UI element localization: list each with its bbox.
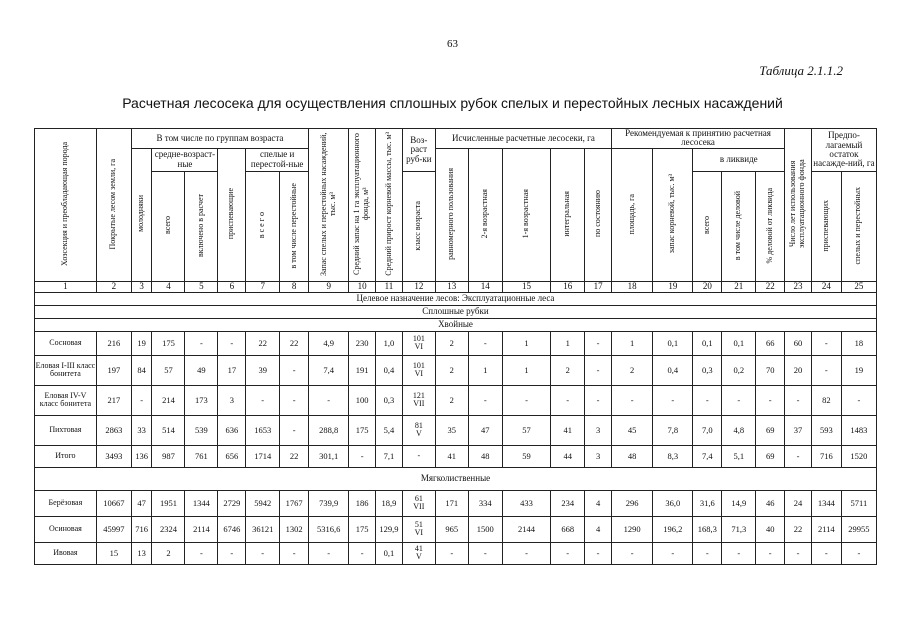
column-number: 9	[309, 281, 349, 292]
column-number: 11	[376, 281, 403, 292]
table-cell: 3	[585, 445, 612, 467]
table-cell: 60	[785, 331, 812, 355]
table-cell: -	[218, 331, 246, 355]
row-species-name: Еловая I-III класс бонитета	[35, 355, 97, 385]
hdr-cut-age: Воз-раст руб-ки	[402, 129, 435, 172]
table-cell: 4,9	[309, 331, 349, 355]
table-cell: -	[468, 331, 502, 355]
column-number: 5	[185, 281, 218, 292]
table-cell: 656	[218, 445, 246, 467]
table-cell: -	[551, 542, 585, 564]
table-cell: 7,8	[653, 415, 693, 445]
table-cell: 186	[349, 490, 376, 516]
table-cell: 1653	[246, 415, 280, 445]
table-cell: 24	[785, 490, 812, 516]
table-cell: 44	[551, 445, 585, 467]
table-cell: -	[280, 415, 309, 445]
table-cell: -	[131, 385, 152, 415]
hdr-age-class: класс возраста	[402, 171, 435, 281]
table-cell: -	[785, 445, 812, 467]
table-cell: 2863	[96, 415, 131, 445]
column-number: 8	[280, 281, 309, 292]
table-cell: 41 V	[402, 542, 435, 564]
table-cell: -	[585, 385, 612, 415]
table-cell: 217	[96, 385, 131, 415]
table-cell: -	[246, 542, 280, 564]
table-cell: 45997	[96, 516, 131, 542]
table-cell: 5316,6	[309, 516, 349, 542]
hdr-rec-area: площадь, га	[612, 148, 653, 281]
table-cell: -	[841, 385, 876, 415]
column-number: 22	[756, 281, 785, 292]
hdr-calc-1age: 1-я возрастная	[502, 148, 550, 281]
table-cell: 29955	[841, 516, 876, 542]
table-cell: 2114	[811, 516, 841, 542]
table-cell: 2	[152, 542, 185, 564]
row-species-name: Еловая IV-V класс бонитета	[35, 385, 97, 415]
table-cell: -	[280, 385, 309, 415]
page-number: 63	[447, 38, 458, 50]
table-cell: -	[585, 331, 612, 355]
table-cell: 5711	[841, 490, 876, 516]
table-cell: 1500	[468, 516, 502, 542]
table-cell: 1,0	[376, 331, 403, 355]
table-cell: -	[722, 542, 756, 564]
hdr-calc: Исчисленные расчетные лесосеки, га	[435, 129, 611, 149]
table-cell: 593	[811, 415, 841, 445]
table-cell: 45	[612, 415, 653, 445]
table-cell: 2	[612, 355, 653, 385]
table-cell: 46	[756, 490, 785, 516]
table-cell: 48	[612, 445, 653, 467]
column-number: 3	[131, 281, 152, 292]
column-number: 4	[152, 281, 185, 292]
hdr-area: Покрытые лесом земли, га	[96, 129, 131, 282]
row-species-name: Берёзовая	[35, 490, 97, 516]
table-cell: -	[693, 385, 722, 415]
row-species-name: Осиновая	[35, 516, 97, 542]
section-conifers: Хвойные	[35, 318, 877, 331]
table-cell: 234	[551, 490, 585, 516]
table-cell: 0,4	[653, 355, 693, 385]
table-cell: -	[185, 331, 218, 355]
table-cell: -	[309, 542, 349, 564]
table-cell: -	[811, 542, 841, 564]
column-number: 6	[218, 281, 246, 292]
table-cell: 10667	[96, 490, 131, 516]
table-cell: -	[402, 445, 435, 467]
hdr-liq-business: в том числе деловой	[722, 171, 756, 281]
table-cell: -	[841, 542, 876, 564]
table-cell: 22	[280, 331, 309, 355]
table-cell: 7,0	[693, 415, 722, 445]
section-softwood: Мягколиственные	[35, 467, 877, 490]
table-cell: 2	[435, 355, 468, 385]
table-cell: 1	[551, 331, 585, 355]
table-cell: 0,3	[693, 355, 722, 385]
table-cell: 1290	[612, 516, 653, 542]
table-cell: 5,4	[376, 415, 403, 445]
table-cell: 17	[218, 355, 246, 385]
table-cell: 5942	[246, 490, 280, 516]
table-cell: -	[722, 385, 756, 415]
column-number: 7	[246, 281, 280, 292]
table-cell: -	[280, 542, 309, 564]
table-cell: 35	[435, 415, 468, 445]
table-cell: -	[502, 542, 550, 564]
hdr-remain: Предпо-лагаемый остаток насажде-ний, га	[811, 129, 876, 172]
table-cell: 8,3	[653, 445, 693, 467]
table-cell: 19	[841, 355, 876, 385]
table-body	[35, 281, 877, 564]
table-row	[35, 542, 877, 564]
table-cell: 230	[349, 331, 376, 355]
hdr-remain-maturing: приспевающих	[811, 171, 841, 281]
table-cell: 2144	[502, 516, 550, 542]
table-cell: 761	[185, 445, 218, 467]
table-row	[35, 385, 877, 415]
table-cell: 175	[349, 415, 376, 445]
hdr-mature-over: в том числе перестойные	[280, 171, 309, 281]
table-cell: -	[653, 385, 693, 415]
column-number: 1	[35, 281, 97, 292]
table-cell: -	[468, 542, 502, 564]
table-cell: 71,3	[722, 516, 756, 542]
table-cell: 1344	[185, 490, 218, 516]
table-cell: 987	[152, 445, 185, 467]
table-cell: 18	[841, 331, 876, 355]
table-cell: 59	[502, 445, 550, 467]
table-cell: 3	[218, 385, 246, 415]
table-cell: -	[693, 542, 722, 564]
table-cell: -	[309, 385, 349, 415]
table-label: Таблица 2.1.1.2	[759, 63, 843, 78]
hdr-stock: Запас спелых и перестойных насаждений, тыс. м³	[309, 129, 349, 282]
table-cell: 36121	[246, 516, 280, 542]
table-cell: 1767	[280, 490, 309, 516]
hdr-liq-total: всего	[693, 171, 722, 281]
table-cell: 3	[585, 415, 612, 445]
hdr-middle: средне-возраст-ные	[152, 148, 218, 171]
column-number: 15	[502, 281, 550, 292]
table-cell: 41	[435, 445, 468, 467]
row-species-name: Пихтовая	[35, 415, 97, 445]
table-cell: 965	[435, 516, 468, 542]
table-cell: 0,1	[376, 542, 403, 564]
table-cell: 197	[96, 355, 131, 385]
hdr-rec-stock: запас корневой, тыс. м³	[653, 148, 693, 281]
row-species-name: Ивовая	[35, 542, 97, 564]
table-cell: 31,6	[693, 490, 722, 516]
table-cell: -	[785, 542, 812, 564]
section-cut-type: Сплошные рубки	[35, 305, 877, 318]
hdr-years: Число лет использования эксплуатационного фонда	[785, 129, 812, 282]
table-row	[35, 355, 877, 385]
table-cell: 301,1	[309, 445, 349, 467]
hdr-mature: спелые и перестой-ные	[246, 148, 309, 171]
table-cell: 168,3	[693, 516, 722, 542]
table-cell: 636	[218, 415, 246, 445]
table-cell: 539	[185, 415, 218, 445]
table-cell: -	[585, 542, 612, 564]
column-number: 23	[785, 281, 812, 292]
table-cell: 0,3	[376, 385, 403, 415]
table-cell: 1520	[841, 445, 876, 467]
table-cell: 1	[468, 355, 502, 385]
table-cell: 175	[152, 331, 185, 355]
table-title: Расчетная лесосека для осуществления сплошных рубок спелых и перестойных лесных насаждений	[122, 95, 783, 111]
table-cell: -	[756, 385, 785, 415]
table-cell: 39	[246, 355, 280, 385]
table-cell: 22	[280, 445, 309, 467]
table-cell: 49	[185, 355, 218, 385]
table-cell: -	[811, 331, 841, 355]
hdr-calc-integral: интегральная	[551, 148, 585, 281]
table-cell: -	[551, 385, 585, 415]
table-cell: 101 VI	[402, 355, 435, 385]
table-cell: 288,8	[309, 415, 349, 445]
column-number: 13	[435, 281, 468, 292]
table-cell: 136	[131, 445, 152, 467]
table-cell: 0,1	[722, 331, 756, 355]
table-cell: -	[585, 355, 612, 385]
table-cell: -	[502, 385, 550, 415]
hdr-avg-growth: Средний прирост корневой массы, тыс. м³	[376, 129, 403, 282]
table-cell: 2729	[218, 490, 246, 516]
table-cell: 33	[131, 415, 152, 445]
table-cell: 2324	[152, 516, 185, 542]
table-cell: 7,4	[693, 445, 722, 467]
table-cell: -	[218, 542, 246, 564]
column-number: 19	[653, 281, 693, 292]
table-cell: 121 VII	[402, 385, 435, 415]
column-number: 14	[468, 281, 502, 292]
table-cell: 3493	[96, 445, 131, 467]
table-cell: 57	[502, 415, 550, 445]
table-cell: 1483	[841, 415, 876, 445]
table-cell: 4,8	[722, 415, 756, 445]
table-cell: 334	[468, 490, 502, 516]
table-cell: -	[811, 355, 841, 385]
table-cell: 15	[96, 542, 131, 564]
table-row	[35, 331, 877, 355]
table-cell: 196,2	[653, 516, 693, 542]
row-species-name: Итого	[35, 445, 97, 467]
hdr-young: молодняки	[131, 148, 152, 281]
column-number: 20	[693, 281, 722, 292]
table-cell: 2	[435, 385, 468, 415]
table-row	[35, 516, 877, 542]
allowable-cut-table	[34, 128, 877, 565]
table-cell: 2	[435, 331, 468, 355]
column-number: 18	[612, 281, 653, 292]
table-cell: -	[185, 542, 218, 564]
hdr-maturing: приспевающие	[218, 148, 246, 281]
table-cell: 214	[152, 385, 185, 415]
table-cell: -	[349, 445, 376, 467]
table-cell: 716	[811, 445, 841, 467]
table-cell: 5,1	[722, 445, 756, 467]
table-cell: 18,9	[376, 490, 403, 516]
table-cell: 0,1	[653, 331, 693, 355]
table-cell: 4	[585, 490, 612, 516]
table-cell: 6746	[218, 516, 246, 542]
table-cell: 82	[811, 385, 841, 415]
table-cell: 81 V	[402, 415, 435, 445]
table-cell: 1	[502, 331, 550, 355]
table-cell: 19	[131, 331, 152, 355]
table-cell: -	[468, 385, 502, 415]
table-cell: -	[349, 542, 376, 564]
hdr-middle-incl: включено в расчет	[185, 171, 218, 281]
table-cell: 1	[502, 355, 550, 385]
table-cell: 0,2	[722, 355, 756, 385]
table-cell: 4	[585, 516, 612, 542]
table-cell: 173	[185, 385, 218, 415]
table-cell: -	[280, 355, 309, 385]
table-cell: 296	[612, 490, 653, 516]
table-cell: 7,4	[309, 355, 349, 385]
table-cell: -	[756, 542, 785, 564]
column-number: 17	[585, 281, 612, 292]
table-cell: 101 VI	[402, 331, 435, 355]
hdr-avg-stock: Средний запас на 1 га эксплуатационного фонда, м³	[349, 129, 376, 282]
column-number: 10	[349, 281, 376, 292]
table-cell: 0,4	[376, 355, 403, 385]
table-row	[35, 490, 877, 516]
table-cell: 100	[349, 385, 376, 415]
table-cell: 1951	[152, 490, 185, 516]
hdr-rec: Рекомендуемая к принятию расчетная лесосека	[612, 129, 785, 149]
table-cell: 69	[756, 445, 785, 467]
table-cell: 1302	[280, 516, 309, 542]
column-number: 21	[722, 281, 756, 292]
table-cell: 2	[551, 355, 585, 385]
table-cell: 739,9	[309, 490, 349, 516]
column-number: 2	[96, 281, 131, 292]
table-cell: 129,9	[376, 516, 403, 542]
table-cell: 22	[246, 331, 280, 355]
table-cell: 48	[468, 445, 502, 467]
table-row	[35, 415, 877, 445]
table-cell: -	[435, 542, 468, 564]
table-cell: 36,0	[653, 490, 693, 516]
column-number: 24	[811, 281, 841, 292]
table-cell: 171	[435, 490, 468, 516]
table-cell: 0,1	[693, 331, 722, 355]
table-cell: 1714	[246, 445, 280, 467]
hdr-calc-2age: 2-я возрастная	[468, 148, 502, 281]
column-number: 12	[402, 281, 435, 292]
table-cell: 716	[131, 516, 152, 542]
table-cell: 84	[131, 355, 152, 385]
table-cell: 57	[152, 355, 185, 385]
table-cell: 66	[756, 331, 785, 355]
table-cell: -	[612, 385, 653, 415]
table-cell: 191	[349, 355, 376, 385]
hdr-age-groups: В том числе по группам возраста	[131, 129, 308, 149]
table-cell: 20	[785, 355, 812, 385]
hdr-species: Хозсекция и преобладающая порода	[35, 129, 97, 282]
table-cell: 13	[131, 542, 152, 564]
table-cell: 668	[551, 516, 585, 542]
table-cell: -	[653, 542, 693, 564]
table-cell: 514	[152, 415, 185, 445]
column-number: 16	[551, 281, 585, 292]
table-cell: 61 VII	[402, 490, 435, 516]
hdr-middle-total: всего	[152, 171, 185, 281]
hdr-calc-uniform: равномерного пользования	[435, 148, 468, 281]
table-cell: 1344	[811, 490, 841, 516]
column-numbers-row	[35, 281, 877, 292]
table-cell: 433	[502, 490, 550, 516]
section-purpose: Целевое назначение лесов: Эксплуатационные леса	[35, 292, 877, 305]
table-cell: 47	[131, 490, 152, 516]
table-cell: 41	[551, 415, 585, 445]
hdr-rec-liquid: в ликвиде	[693, 148, 785, 171]
hdr-remain-mature: спелых и перестойных	[841, 171, 876, 281]
table-cell: 69	[756, 415, 785, 445]
table-cell: 175	[349, 516, 376, 542]
hdr-liq-pct: % деловой от ликвида	[756, 171, 785, 281]
table-cell: 14,9	[722, 490, 756, 516]
hdr-mature-total: в с е г о	[246, 171, 280, 281]
table-cell: -	[785, 385, 812, 415]
table-cell: -	[612, 542, 653, 564]
table-cell: 40	[756, 516, 785, 542]
table-cell: 70	[756, 355, 785, 385]
table-row	[35, 445, 877, 467]
row-species-name: Сосновая	[35, 331, 97, 355]
table-cell: -	[246, 385, 280, 415]
hdr-calc-state: по состоянию	[585, 148, 612, 281]
table-cell: 216	[96, 331, 131, 355]
table-cell: 7,1	[376, 445, 403, 467]
table-cell: 51 VI	[402, 516, 435, 542]
column-number: 25	[841, 281, 876, 292]
table-cell: 1	[612, 331, 653, 355]
table-cell: 2114	[185, 516, 218, 542]
table-cell: 37	[785, 415, 812, 445]
table-cell: 22	[785, 516, 812, 542]
table-cell: 47	[468, 415, 502, 445]
